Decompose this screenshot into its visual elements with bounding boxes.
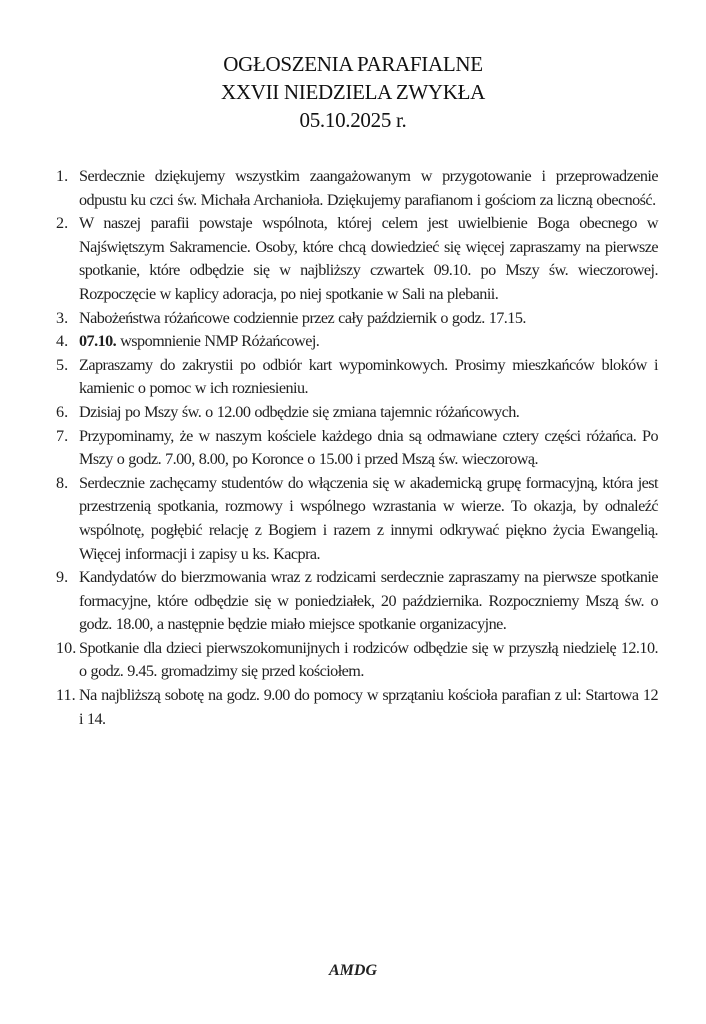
item-number: 9. bbox=[56, 568, 69, 587]
announcement-item bbox=[56, 684, 658, 731]
footer-amdg: AMDG bbox=[328, 962, 377, 979]
item-text: Na najbliższą sobotę na godz. 9.00 do pomocy w sprzątaniu kościoła parafian z ul: Startowa 12 i 14. bbox=[79, 686, 658, 728]
item-text: Dzisiaj po Mszy św. o 12.00 odbędzie się zmiana tajemnic różańcowych. bbox=[79, 402, 520, 421]
item-text: Serdecznie dziękujemy wszystkim zaangażowanym w przygotowanie i przeprowadzenie odpustu ku czci św. Michała Archanioła. Dziękujemy parafianom i gościom za liczną obecność. bbox=[79, 167, 658, 209]
announcement-item bbox=[56, 425, 658, 472]
document-subtitle: XXVII NIEDZIELA ZWYKŁA bbox=[221, 80, 485, 104]
item-text: Nabożeństwa różańcowe codziennie przez cały październik o godz. 17.15. bbox=[79, 308, 526, 327]
item-number: 11. bbox=[56, 686, 76, 705]
item-number: 10. bbox=[56, 638, 77, 657]
item-number: 1. bbox=[56, 167, 69, 185]
announcement-item bbox=[56, 212, 658, 306]
item-number: 6. bbox=[56, 402, 69, 421]
announcement-item bbox=[56, 401, 658, 425]
item-number: 2. bbox=[56, 214, 69, 233]
announcement-item bbox=[56, 165, 658, 212]
item-text: Spotkanie dla dzieci pierwszokomunijnych i rodziców odbędzie się w przyszłą niedzielę 12.10. o godz. 9.45. gromadzimy się przed kościołem. bbox=[79, 638, 658, 681]
announcement-item bbox=[56, 637, 658, 684]
item-text: Serdecznie zachęcamy studentów do włączenia się w akademicką grupę formacyjną, która jest przestrzenią spotkania, rozmowy i wspólnego wzrastania w wierze. To okazja, by odnaleźć wspólnotę, pogłębić relację z Bogiem i razem z innymi odkrywać piękno życia Ewangelią. Więcej informacji i zapisy u ks. Kacpra. bbox=[79, 473, 658, 563]
item-date-bold: 07.10. bbox=[79, 332, 117, 351]
announcements-list bbox=[56, 165, 658, 731]
item-text: Przypominamy, że w naszym kościele każdego dnia są odmawiane cztery części różańca. Po Mszy o godz. 7.00, 8.00, po Koronce o 15.00 i przed Mszą św. wieczorową. bbox=[79, 426, 658, 469]
announcement-item bbox=[56, 566, 658, 637]
item-text: W naszej parafii powstaje wspólnota, której celem jest uwielbienie Boga obecnego w Najświętszym Sakramencie. Osoby, które chcą dowiedzieć się więcej zapraszamy na pierwsze spotkanie, które odbędzie się w najbliższy czwartek 09.10. po Mszy św. wieczorowej. Rozpoczęcie w kaplicy adoracja, po niej spotkanie w Sali na plebanii. bbox=[79, 214, 658, 303]
item-number: 7. bbox=[56, 426, 69, 445]
item-text: Kandydatów do bierzmowania wraz z rodzicami serdecznie zapraszamy na pierwsze spotkanie formacyjne, które odbędzie się w poniedziałek, 20 października. Rozpoczniemy Mszą św. o godz. 18.00, a następnie będzie miało miejsce spotkanie organizacyjne. bbox=[79, 568, 658, 634]
item-number: 3. bbox=[56, 308, 69, 327]
announcement-item bbox=[56, 307, 658, 331]
document-date: 05.10.2025 r. bbox=[299, 108, 407, 132]
item-text bbox=[79, 330, 658, 354]
item-number: 5. bbox=[56, 355, 69, 374]
document-header bbox=[0, 50, 706, 134]
item-text-rest: wspomnienie NMP Różańcowej. bbox=[116, 332, 320, 351]
item-text: Zapraszamy do zakrystii po odbiór kart wypominkowych. Prosimy mieszkańców bloków i kamienic o pomoc w ich rozniesieniu. bbox=[79, 355, 658, 398]
announcement-item bbox=[56, 472, 658, 566]
announcement-item bbox=[56, 354, 658, 401]
item-number: 4. bbox=[56, 332, 69, 351]
document-title: OGŁOSZENIA PARAFIALNE bbox=[223, 52, 483, 76]
announcement-item bbox=[56, 330, 658, 354]
item-number: 8. bbox=[56, 473, 69, 492]
